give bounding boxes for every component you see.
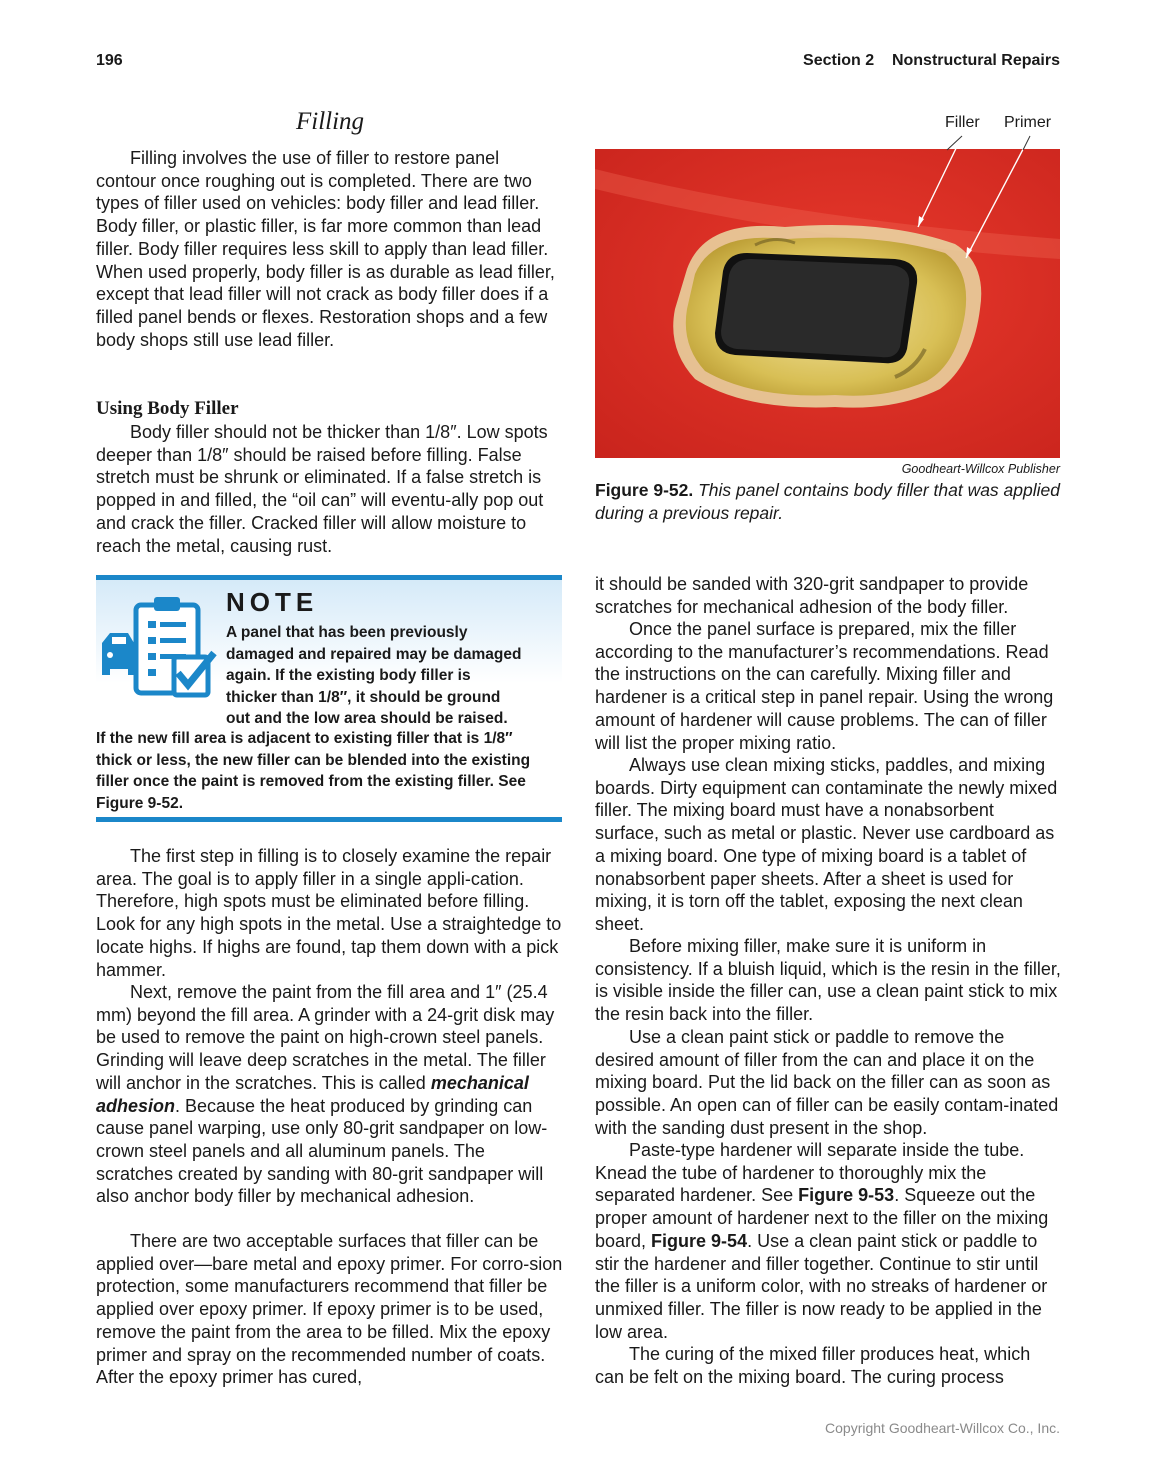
paragraph-first-step: The first step in filling is to closely examine the repair area. The goal is to apply filler in a single appli-cation. Therefore, high spots must be eliminated before filling. Look for any high spots in the metal. Use a straightedge to locate highs. If highs are found, tap them down with a pick hammer. <box>96 846 562 980</box>
note-line: A panel that has been previously <box>226 624 468 641</box>
paragraph-using-body-filler: Body filler should not be thicker than 1/8″. Low spots deeper than 1/8″ should be raised before filling. False stretch must be shrunk or eliminated. If a false stretch is popped in and filled, the “oil can” will eventu-ally pop out and crack the filler. Cracked filler will allow moisture to reach the metal, causing rust. <box>96 422 548 556</box>
paragraph-once-prepared: Once the panel surface is prepared, mix the filler according to the manufacturer’s recommendations. Read the instructions on the can carefully. Mixing filler and hardener is a critical step in panel repair. Using the wrong amount of hardener will cause problems. The can of filler will list the proper mixing ratio. <box>595 619 1054 753</box>
note-top-rule <box>96 575 562 580</box>
note-line: thicker than 1/8″, it should be ground <box>226 688 501 706</box>
figure-ref-9-53: Figure 9-53 <box>798 1185 895 1206</box>
note-clipboard-icon <box>98 595 218 707</box>
note-bottom-rule <box>96 817 562 822</box>
paragraph-next-remove-paint: Next, remove the paint from the fill area and 1″ (25.4 mm) beyond the fill area. A grinder with a 24-grit disk may be used to remove the paint on high-crown steel panels. Grinding will leave deep scratches in the metal. The filler will anchor in the scratches. This is called mechanical adhesion. Because the heat produced by grinding can cause panel warping, use only 80-grit sandpaper on low-crown steel panels and all aluminum panels. The scratches created by sanding with 80-grit sandpaper will also anchor body filler by mechanical adhesion. <box>96 982 555 1207</box>
figure-number: Figure 9-52. <box>595 480 694 500</box>
page-number: 196 <box>96 52 123 69</box>
figure-caption <box>595 479 1061 524</box>
paragraph-before-mixing: Before mixing filler, make sure it is uniform in consistency. If a bluish liquid, which is the resin in the filler, is visible inside the filler can, use a clean paint stick to mix the resin back into the filler. <box>595 936 1061 1025</box>
paragraph-always-clean: Always use clean mixing sticks, paddles, and mixing boards. Dirty equipment can contaminate the newly mixed filler. The mixing board must have a nonabsorbent surface, such as metal or plastic. Never use cardboard as a mixing board. One type of mixing board is a tablet of nonabsorbent paper sheets. After a sheet is used for mixing, it is torn off the tablet, exposing the next clean sheet. <box>595 755 1058 934</box>
figure-caption-text: This panel contains body filler that was applied during a previous repair. <box>595 480 1060 523</box>
section-title: Nonstructural Repairs <box>891 52 1060 69</box>
figure-label-filler: Filler <box>945 114 980 131</box>
running-header <box>803 52 1060 70</box>
paragraph-use-paint-stick: Use a clean paint stick or paddle to remove the desired amount of filler from the can and place it on the mixing board. Put the lid back on the filler can as soon as possible. An open can of filler can be easily contam-inated with the sanding dust present in the shop. <box>595 1027 1059 1138</box>
paragraph-curing: The curing of the mixed filler produces heat, which can be felt on the mixing board. The curing process <box>595 1344 1031 1387</box>
note-line: damaged and repaired may be damaged <box>226 645 522 663</box>
term-mechanical-adhesion: mechanical adhesion <box>96 1072 529 1116</box>
note-title: NOTE <box>226 587 319 617</box>
figure-ref-9-54: Figure 9-54 <box>651 1230 748 1251</box>
paragraph-filling: Filling involves the use of filler to restore panel contour once roughing out is completed. There are two types of filler used on vehicles: body filler and lead filler. Body filler, or plastic filler, is far more common than lead filler. Body filler requires less skill to apply than lead filler. When used properly, body filler is as durable as lead filler, except that lead filler will not crack as body filler does if a filled panel bends or flexes. Restoration shops and a few body shops still use lead filler. <box>96 148 555 350</box>
copyright: Copyright Goodheart-Willcox Co., Inc. <box>825 1420 1060 1436</box>
paragraph-paste-hardener: Paste-type hardener will separate inside the tube. Knead the tube of hardener to thoroughly mix the separated hardener. See Figure 9-53. Squeeze out the proper amount of hardener next to the filler on the mixing board, Figure 9-54. Use a clean paint stick or paddle to stir the hardener and filler together. Continue to stir until the filler is a uniform color, with no streaks of hardener or unmixed filler. The filler is now ready to be applied in the low area. <box>595 1140 1049 1342</box>
heading-filling: Filling <box>296 108 365 135</box>
note-box <box>96 575 562 823</box>
paragraph-acceptable-surfaces: There are two acceptable surfaces that filler can be applied over—bare metal and epoxy primer. For corro-sion protection, some manufacturers recommend that filler be applied over epoxy primer. If epoxy primer is to be used, remove the paint from the area to be filled. Mix the epoxy primer and spray on the recommended number of coats. After the epoxy primer has cured, <box>96 1231 563 1388</box>
figure-credit: Goodheart-Willcox Publisher <box>901 462 1060 476</box>
section-label: Section 2 <box>803 52 875 69</box>
note-lead-lines <box>226 622 562 730</box>
figure-leader-lines <box>900 130 1050 270</box>
note-line: out and the low area should be raised. <box>226 710 508 727</box>
note-body: If the new fill area is adjacent to existing filler that is 1/8″ thick or less, the new filler can be blended into the existing filler once the paint is removed from the existing filler. See Figure 9-52. <box>96 730 531 812</box>
heading-using-body-filler: Using Body Filler <box>96 398 239 419</box>
paragraph-sanded-320: it should be sanded with 320-grit sandpaper to provide scratches for mechanical adhesion of the body filler. <box>595 574 1029 617</box>
figure-label-primer: Primer <box>1004 114 1052 131</box>
note-line: again. If the existing body filler is <box>226 667 471 684</box>
